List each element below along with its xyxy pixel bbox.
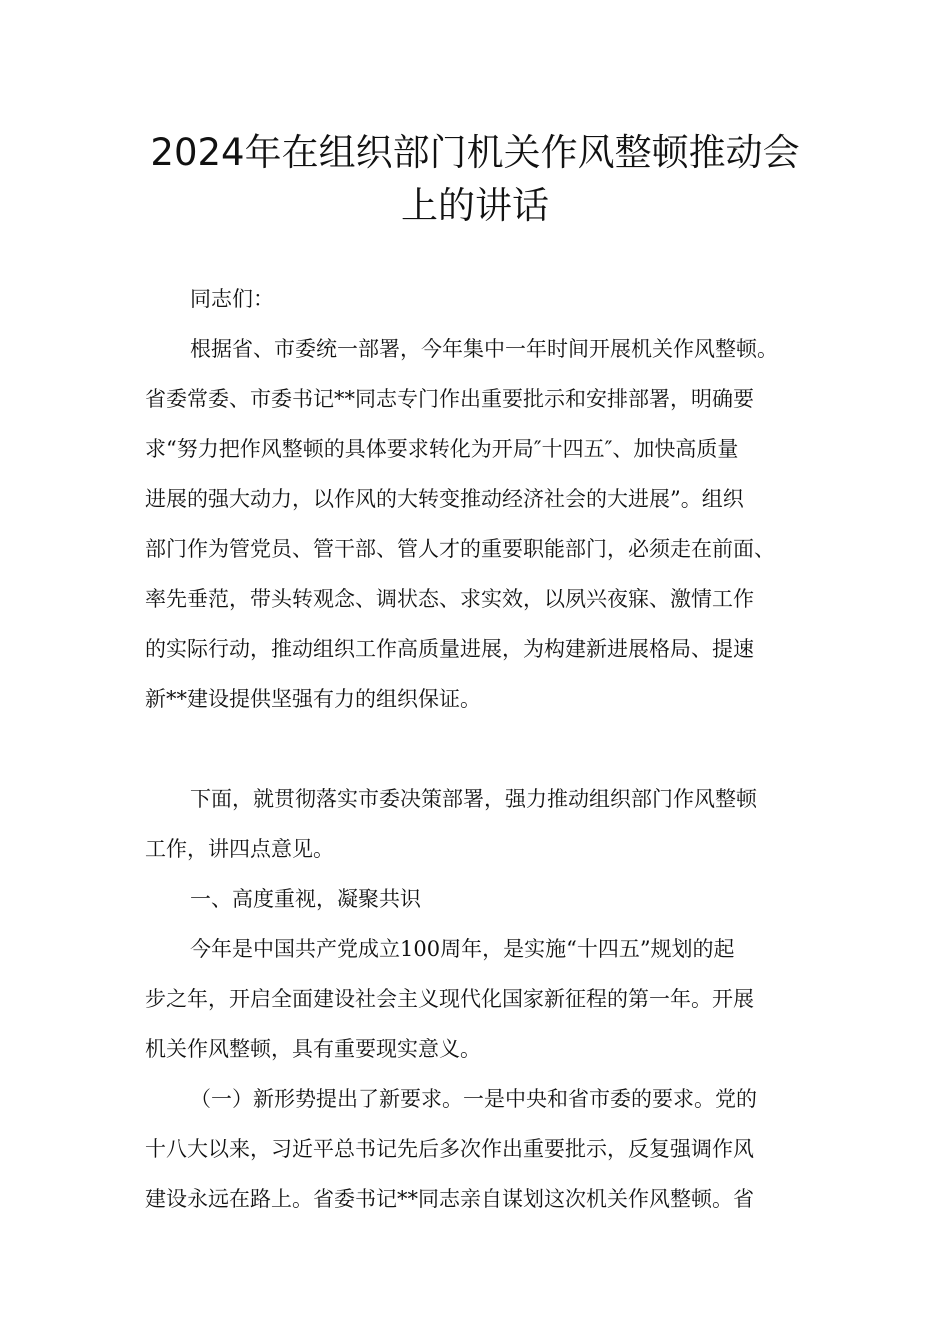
paragraph-1-line-7: 的实际行动，推动组织工作高质量进展，为构建新进展格局、提速 xyxy=(145,637,754,661)
paragraph-1-line-8: 新**建设提供坚强有力的组织保证。 xyxy=(145,687,481,711)
paragraph-2-line-1: 下面，就贯彻落实市委决策部署，强力推动组织部门作风整顿 xyxy=(190,787,757,811)
paragraph-1-line-1: 根据省、市委统一部署，今年集中一年时间开展机关作风整顿。 xyxy=(190,337,778,361)
document-title-line-2: 上的讲话 xyxy=(401,184,549,227)
paragraph-4-line-3: 建设永远在路上。省委书记**同志亲自谋划这次机关作风整顿。省 xyxy=(145,1187,754,1211)
paragraph-4-line-2: 十八大以来，习近平总书记先后多次作出重要批示，反复强调作风 xyxy=(145,1137,754,1161)
paragraph-1-line-3: 求“努力把作风整顿的具体要求转化为开局″十四五″、加快高质量 xyxy=(145,437,739,461)
paragraph-3-line-1: 今年是中国共产党成立100周年，是实施“十四五”规划的起 xyxy=(190,937,735,961)
paragraph-3-line-3: 机关作风整顿，具有重要现实意义。 xyxy=(145,1037,481,1061)
salutation: 同志们： xyxy=(190,287,274,311)
paragraph-3-line-2: 步之年，开启全面建设社会主义现代化国家新征程的第一年。开展 xyxy=(145,987,754,1011)
paragraph-1-line-2: 省委常委、市委书记**同志专门作出重要批示和安排部署，明确要 xyxy=(145,387,754,411)
paragraph-1-line-6: 率先垂范，带头转观念、调状态、求实效，以夙兴夜寐、激情工作 xyxy=(145,587,754,611)
paragraph-4-line-1: （一）新形势提出了新要求。一是中央和省市委的要求。党的 xyxy=(190,1087,757,1111)
document-title-line-1: 2024年在组织部门机关作风整顿推动会 xyxy=(150,131,800,174)
paragraph-2-line-2: 工作，讲四点意见。 xyxy=(145,837,334,861)
paragraph-1-line-5: 部门作为管党员、管干部、管人才的重要职能部门，必须走在前面、 xyxy=(145,537,775,561)
section-heading-1: 一、高度重视，凝聚共识 xyxy=(190,887,421,911)
paragraph-1-line-4: 进展的强大动力，以作风的大转变推动经济社会的大进展”。组织 xyxy=(145,487,744,511)
